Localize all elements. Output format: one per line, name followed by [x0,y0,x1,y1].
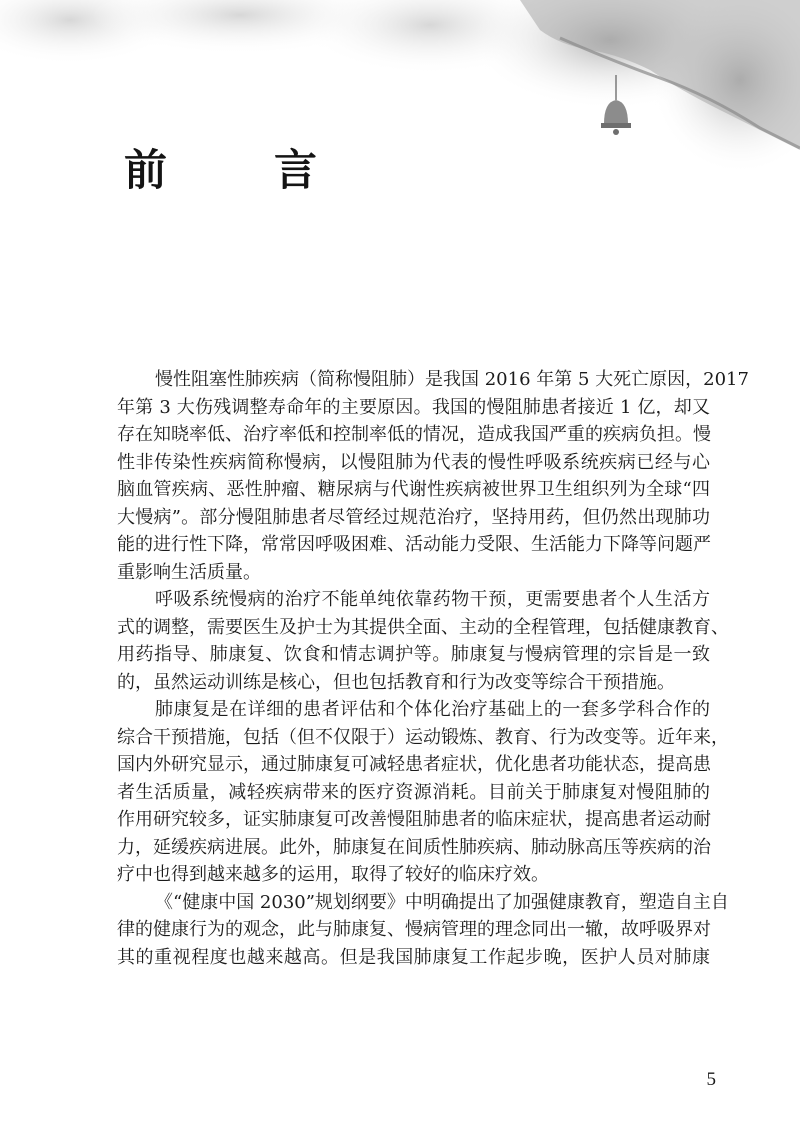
page-number: 5 [706,1069,716,1090]
ink-cloud [90,0,390,55]
roof-eave-edge [560,38,800,148]
text-line: 式的调整，需要医生及护士为其提供全面、主动的全程管理，包括健康教育、 [117,616,729,638]
text-line: 重影响生活质量。 [117,561,261,583]
paragraph [117,889,729,972]
text-line: 用药指导、肺康复、饮食和情志调护等。肺康复与慢病管理的宗旨是一致 [117,644,710,665]
bell-icon [601,100,631,135]
document-body [117,366,749,971]
text-line: 者生活质量，减轻疾病带来的医疗资源消耗。目前关于肺康复对慢阻肺的 [117,781,710,803]
ink-cloud [650,0,800,175]
page-title: 前 言 [124,146,349,196]
text-line: 性非传染性疾病简称慢病，以慢阻肺为代表的慢性呼吸系统疾病已经与心 [117,451,710,473]
text-line: 力，延缓疾病进展。此外，肺康复在间质性肺疾病、肺动脉高压等疾病的治 [117,836,711,858]
text-line: 综合干预措施，包括（但不仅限于）运动锻炼、教育、行为改变等。近年来， [117,726,729,748]
roof-eave [520,0,800,150]
text-line: 作用研究较多，证实肺康复可改善慢阻肺患者的临床症状，提高患者运动耐 [117,809,711,830]
text-line: 能的进行性下降，常常因呼吸困难、活动能力受限、生活能力下降等问题严 [117,534,711,555]
text-line: 国内外研究显示，通过肺康复可减轻患者症状，优化患者功能状态，提高患 [117,754,711,775]
text-line: 年第 3 大伤残调整寿命年的主要原因。我国的慢阻肺患者接近 1 亿，却又 [117,396,710,418]
text-line: 其的重视程度也越来越高。但是我国肺康复工作起步晚，医护人员对肺康 [117,946,710,968]
ink-cloud [0,0,180,65]
text-line: 脑血管疾病、恶性肿瘤、糖尿病与代谢性疾病被世界卫生组织列为全球“四 [117,479,710,500]
paragraph [117,366,749,586]
text-line: 大慢病”。部分慢阻肺患者尽管经过规范治疗，坚持用药，但仍然出现肺功 [117,506,710,528]
text-line: 存在知晓率低、治疗率低和控制率低的情况，造成我国严重的疾病负担。慢 [117,424,711,445]
text-line: 《“健康中国 2030”规划纲要》中明确提出了加强健康教育，塑造自主自 [155,891,729,913]
ink-wash-header-decoration [0,0,800,200]
text-line: 慢性阻塞性肺疾病（简称慢阻肺）是我国 2016 年第 5 大死亡原因，2017 [155,369,749,390]
ink-cloud [470,0,750,110]
text-line: 疗中也得到越来越多的运用，取得了较好的临床疗效。 [117,864,549,885]
text-line: 的，虽然运动训练是核心，但也包括教育和行为改变等综合干预措施。 [117,671,675,693]
text-line: 呼吸系统慢病的治疗不能单纯依靠药物干预，更需要患者个人生活方 [155,589,710,610]
text-line: 律的健康行为的观念，此与肺康复、慢病管理的理念同出一辙，故呼吸界对 [117,919,711,940]
text-line: 肺康复是在详细的患者评估和个体化治疗基础上的一套多学科合作的 [155,699,710,720]
paragraph [117,586,729,696]
paragraph [117,696,729,889]
ink-cloud [300,0,560,75]
